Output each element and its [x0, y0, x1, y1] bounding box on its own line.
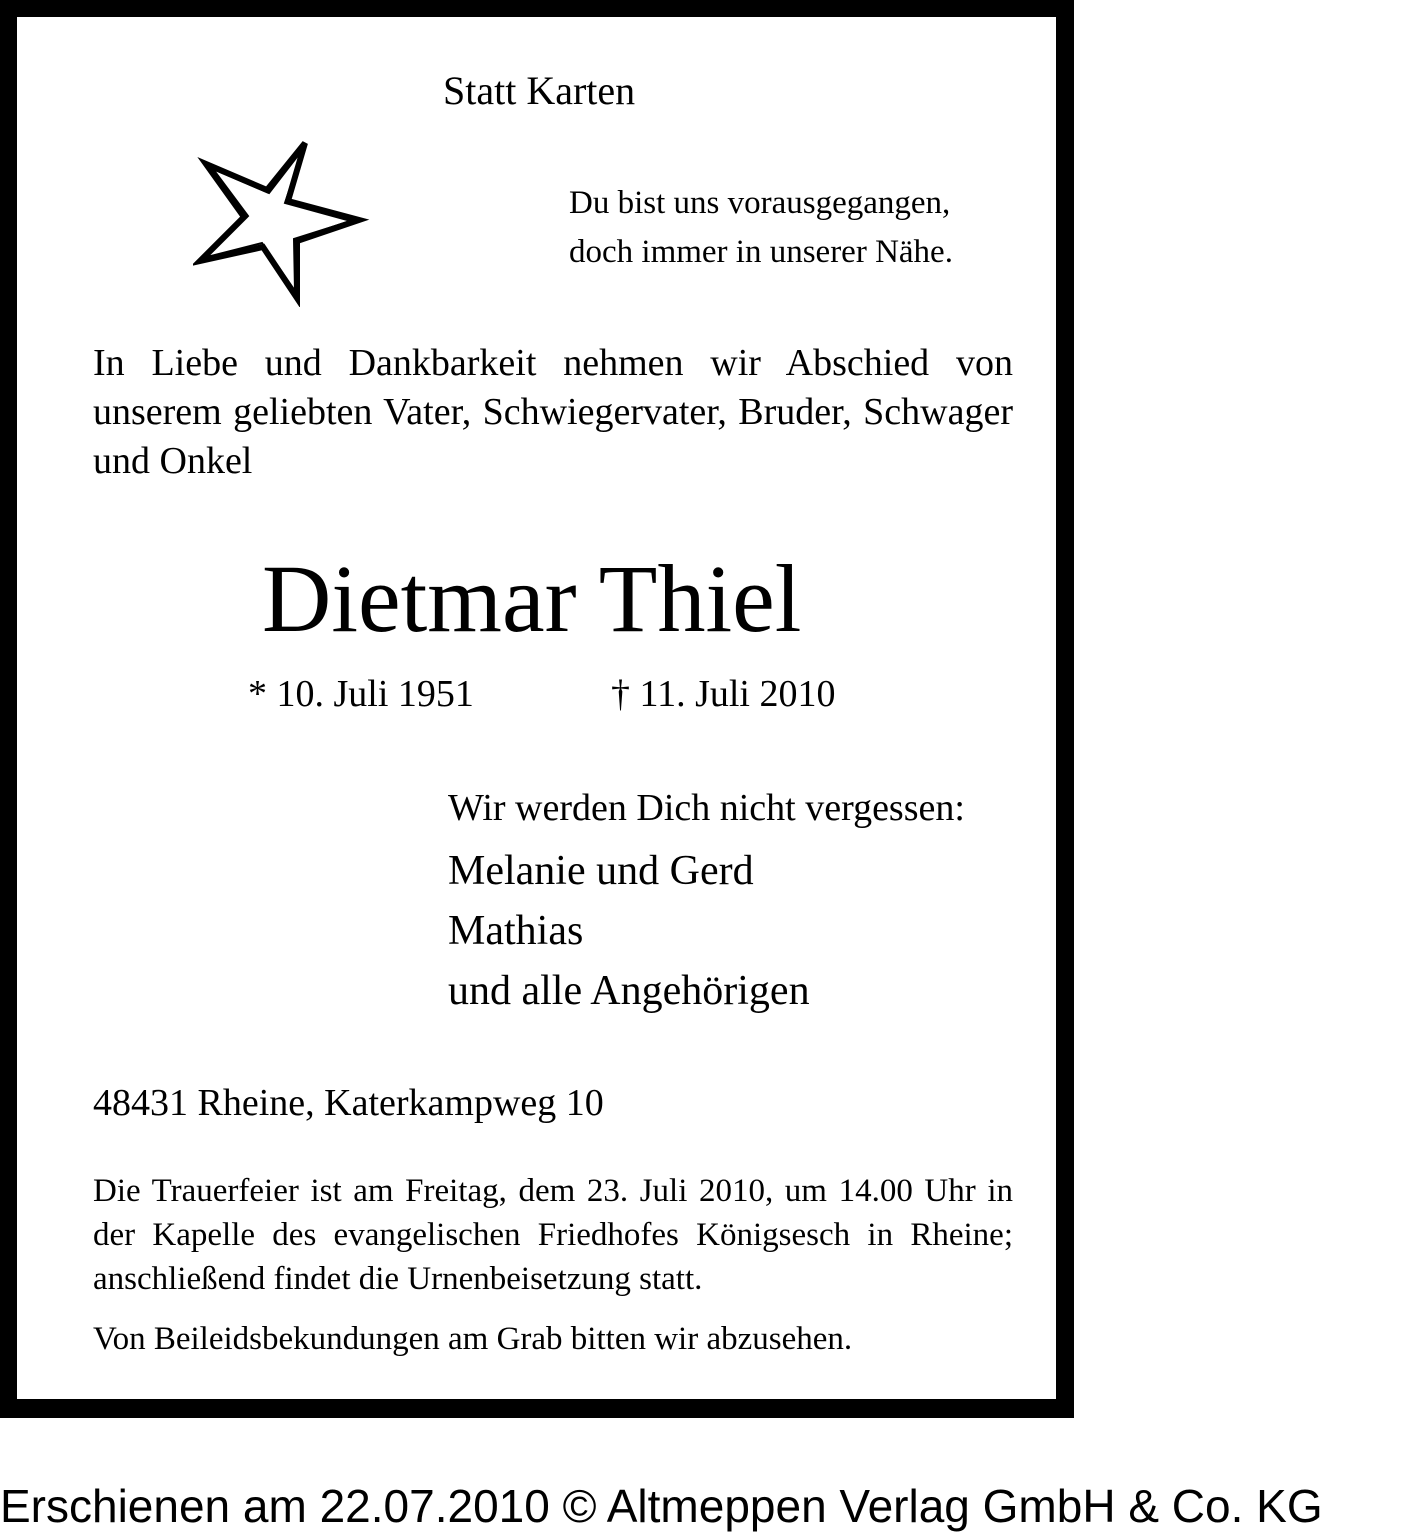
mourner-name: und alle Angehörigen: [448, 968, 810, 1014]
quote-line: Du bist uns vorausgegangen,: [569, 185, 951, 221]
obituary-notice: [17, 17, 1056, 1399]
mourners-list: [448, 841, 965, 1021]
mourners-heading: Wir werden Dich nicht vergessen:: [448, 787, 965, 829]
deceased-name: Dietmar Thiel: [262, 545, 802, 652]
memorial-quote: [569, 179, 953, 277]
family-address: 48431 Rheine, Katerkampweg 10: [93, 1082, 604, 1124]
hand-drawn-star-icon: [193, 135, 371, 307]
mourner-name: Melanie und Gerd: [448, 848, 754, 894]
intro-text: In Liebe und Dankbarkeit nehmen wir Abschied von unserem geliebten Vater, Schwiegervater, Bruder, Schwager und Onkel: [93, 342, 1013, 482]
mourners-block: [448, 783, 965, 1021]
quote-line: doch immer in unserer Nähe.: [569, 234, 953, 270]
birth-date: * 10. Juli 1951: [248, 673, 474, 715]
death-date: † 11. Juli 2010: [611, 673, 836, 715]
service-info: Die Trauerfeier ist am Freitag, dem 23. Juli 2010, um 14.00 Uhr in der Kapelle des evangelischen Friedhofes Königsesch in Rheine; anschließend findet die Urnenbeisetzung statt.: [93, 1173, 1013, 1297]
condolence-request: Von Beileidsbekundungen am Grab bitten wir abzusehen.: [93, 1321, 853, 1357]
notice-header: Statt Karten: [443, 68, 636, 113]
mourner-name: Mathias: [448, 908, 584, 954]
publication-footer: Erschienen am 22.07.2010 © Altmeppen Verlag GmbH & Co. KG: [0, 1480, 1323, 1532]
